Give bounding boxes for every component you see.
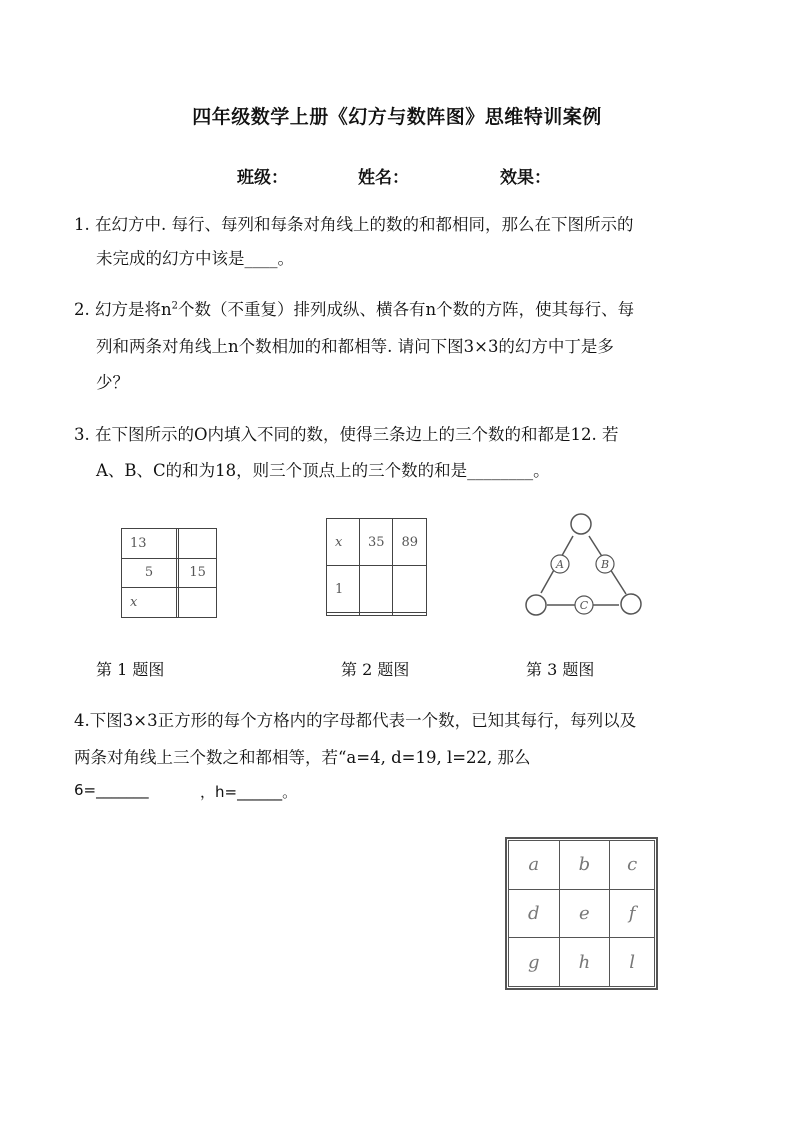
fig2-cell <box>359 566 393 613</box>
q1-line2: 未完成的幻方中该是____。 <box>96 249 294 268</box>
fig1-cell: x <box>122 588 177 618</box>
q3-line2: A、B、C的和为18，则三个顶点上的三个数的和是________。 <box>96 461 550 480</box>
q2-line3: 少？ <box>96 373 129 392</box>
label-c: C <box>579 599 589 612</box>
fig2-cell <box>393 566 427 613</box>
result-label: 效果： <box>500 168 551 188</box>
q2-superscript: 2 <box>171 300 178 312</box>
fig1-cell: 15 <box>179 558 217 588</box>
fig4-cell: b <box>559 841 610 890</box>
fig2-cell: 89 <box>393 519 427 566</box>
q2-line1 <box>74 296 634 320</box>
fig4-cell: f <box>610 889 655 938</box>
figure-2-grid <box>326 518 427 616</box>
fig4-cell: g <box>509 938 560 987</box>
vertex-circle-top <box>571 514 591 534</box>
q4-line2: 两条对角线上三个数之和都相等，若“a=4, d=19, l=22, 那么 <box>74 748 531 767</box>
fig2-cell <box>393 613 427 616</box>
vertex-circle-left <box>526 595 546 615</box>
q2-line1-a: 2. 幻方是将n <box>74 300 172 319</box>
q3-line1: 3. 在下图所示的O内填入不同的数，使得三条边上的三个数的和都是12. 若 <box>74 425 619 444</box>
fig1-cell <box>179 529 217 559</box>
q2-line1-b: 个数（不重复）排列成纵、横各有n个数的方阵，使其每行、每 <box>178 300 635 319</box>
q2-line2: 列和两条对角线上n个数相加的和都相等. 请问下图3×3的幻方中丁是多 <box>96 337 614 356</box>
class-label: 班级： <box>237 168 288 188</box>
fig4-cell: d <box>509 889 560 938</box>
fig4-cell: e <box>559 889 610 938</box>
q4-line3-a: 6=_______ <box>74 781 149 799</box>
q1-line1: 1. 在幻方中. 每行、每列和每条对角线上的数的和都相同，那么在下图所示的 <box>74 215 634 234</box>
figure-4-grid <box>508 840 655 987</box>
fig1-cell: 13 <box>122 529 177 559</box>
fig1-cell <box>179 588 217 618</box>
label-a: A <box>556 558 564 571</box>
fig4-cell: l <box>610 938 655 987</box>
fig2-cell <box>327 613 360 616</box>
fig2-cell: x <box>327 519 360 566</box>
fig2-cell <box>359 613 393 616</box>
label-b: B <box>600 558 610 571</box>
figure-3-caption: 第 3 题图 <box>526 660 595 679</box>
fig2-cell: 35 <box>359 519 393 566</box>
q4-line1: 4.下图3×3正方形的每个方格内的字母都代表一个数，已知其每行，每列以及 <box>74 711 637 730</box>
fig4-cell: c <box>610 841 655 890</box>
figure-1-caption: 第 1 题图 <box>96 660 165 679</box>
q4-line3-b: ，h=______。 <box>200 783 298 801</box>
name-label: 姓名： <box>358 168 409 188</box>
fig1-cell: 5 <box>122 558 177 588</box>
figure-1-grid <box>121 528 217 618</box>
fig4-cell: h <box>559 938 610 987</box>
fig2-cell: 1 <box>327 566 360 613</box>
page-title: 四年级数学上册《幻方与数阵图》思维特训案例 <box>192 106 602 128</box>
fig4-cell: a <box>509 841 560 890</box>
figure-3-triangle <box>516 510 651 620</box>
vertex-circle-right <box>621 594 641 614</box>
figure-2-caption: 第 2 题图 <box>341 660 410 679</box>
